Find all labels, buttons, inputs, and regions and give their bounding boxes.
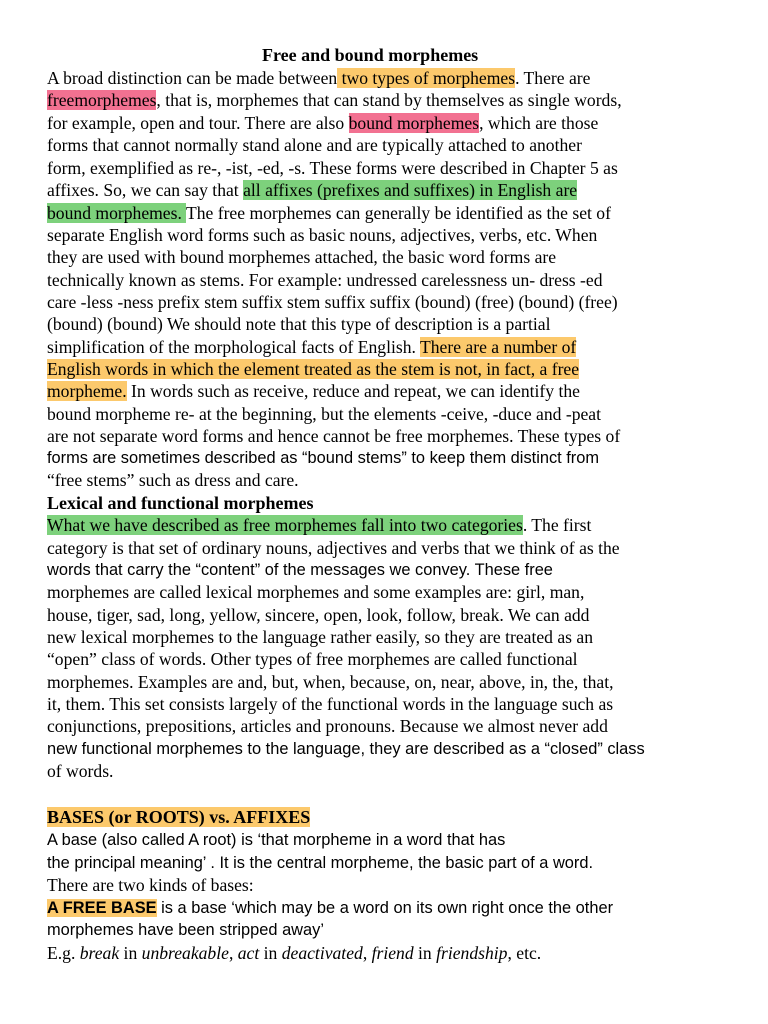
highlight-orange: two types of morphemes [337,68,516,88]
paragraph-line: forms are sometimes described as “bound stems” to keep them distinct from [47,449,600,467]
highlight-pink: bound morphemes [348,113,480,133]
paragraph-line: morpheme. In words such as receive, reduce and repeat, we can identify the [47,381,580,401]
paragraph-line: new lexical morphemes to the language rather easily, so they are treated as an [47,627,593,647]
paragraph-line: There are two kinds of bases: [47,875,254,895]
paragraph-line: “free stems” such as dress and care. [47,470,299,490]
paragraph-line: simplification of the morphological facts of English. There are a number of [47,337,577,357]
paragraph-line: What we have described as free morphemes fall into two categories. The first [47,515,592,535]
highlight-orange: BASES (or ROOTS) vs. AFFIXES [47,807,311,827]
paragraph-line: form, exemplified as re-, -ist, -ed, -s. These forms were described in Chapter 5 as [47,158,618,178]
paragraph-line: for example, open and tour. There are also bound morphemes, which are those [47,113,599,133]
section-heading-lexical: Lexical and functional morphemes [47,493,314,513]
paragraph-line: forms that cannot normally stand alone and are typically attached to another [47,135,582,155]
paragraph-line: words that carry the “content” of the messages we convey. These free [47,561,553,579]
paragraph-line: A base (also called A root) is ‘that morpheme in a word that has [47,831,506,849]
highlight-green: What we have described as free morphemes fall into two categories [47,515,523,535]
section-heading-bases [47,806,310,828]
paragraph-line: “open” class of words. Other types of free morphemes are called functional [47,649,578,669]
paragraph-line: are not separate word forms and hence cannot be free morphemes. These types of [47,426,621,446]
paragraph-line: freemorphemes, that is, morphemes that can stand by themselves as single words, [47,90,622,110]
highlight-orange: English words in which the element treated as the stem is not, in fact, a free [47,359,580,379]
paragraph-line [47,358,579,380]
paragraph-line: bound morphemes. The free morphemes can generally be identified as the set of [47,203,611,223]
paragraph-line: morphemes. Examples are and, but, when, because, on, near, above, in, the, that, [47,672,614,692]
paragraph-line: the principal meaning’ . It is the central morpheme, the basic part of a word. [47,854,594,872]
paragraph-line: bound morpheme re- at the beginning, but the elements -ceive, -duce and -peat [47,404,601,424]
paragraph-line: it, them. This set consists largely of the functional words in the language such as [47,694,614,714]
paragraph-line: morphemes are called lexical morphemes and some examples are: girl, man, [47,582,585,602]
paragraph-line: category is that set of ordinary nouns, adjectives and verbs that we think of as the [47,538,620,558]
document-title: Free and bound morphemes [262,45,479,65]
example-line: E.g. break in unbreakable, act in deactivated, friend in friendship, etc. [47,943,542,963]
paragraph-line: house, tiger, sad, long, yellow, sincere, open, look, follow, break. We can add [47,605,590,625]
paragraph-line: morphemes have been stripped away’ [47,921,324,939]
highlight-green: all affixes (prefixes and suffixes) in English are [243,180,578,200]
paragraph-line: affixes. So, we can say that all affixes (prefixes and suffixes) in English are [47,180,578,200]
paragraph-line: new functional morphemes to the language, they are described as a “closed” class [47,740,645,758]
paragraph-line: A broad distinction can be made between two types of morphemes. There are [47,68,591,88]
paragraph-line: care -less -ness prefix stem suffix stem suffix suffix (bound) (free) (bound) (free) [47,292,618,312]
paragraph-line: A FREE BASE is a base ‘which may be a word on its own right once the other [47,899,614,917]
paragraph-line: of words. [47,761,114,781]
highlight-pink: freemorphemes [47,90,157,110]
highlight-orange: A FREE BASE [47,899,157,917]
highlight-orange: There are a number of [419,337,577,357]
highlight-green: bound morphemes. [47,203,186,223]
paragraph-line: they are used with bound morphemes attached, the basic word forms are [47,247,557,267]
paragraph-line: technically known as stems. For example: undressed carelessness un- dress -ed [47,270,603,290]
highlight-orange: morpheme. [47,381,127,401]
paragraph-line: separate English word forms such as basic nouns, adjectives, verbs, etc. When [47,225,598,245]
paragraph-line: conjunctions, prepositions, articles and pronouns. Because we almost never add [47,716,608,736]
paragraph-line: (bound) (bound) We should note that this type of description is a partial [47,314,551,334]
